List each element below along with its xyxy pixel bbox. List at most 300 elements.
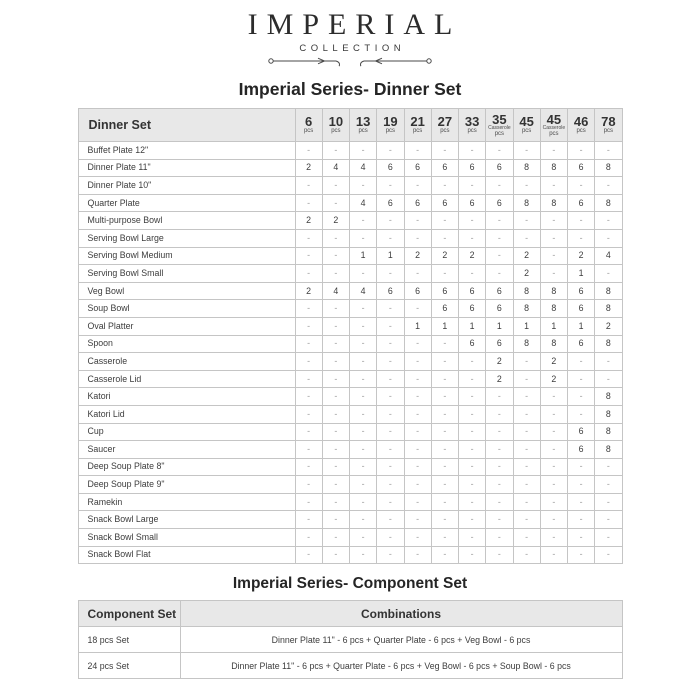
column-count: 10: [328, 114, 344, 129]
row-label: Serving Bowl Small: [78, 265, 295, 283]
table-row: [78, 353, 622, 371]
combinations-header: Combinations: [180, 601, 622, 627]
table-cell: 8: [595, 423, 622, 441]
table-cell: -: [513, 476, 540, 494]
table-cell: -: [486, 229, 513, 247]
table-cell: -: [377, 142, 404, 160]
table-cell: -: [322, 529, 349, 547]
table-cell: -: [486, 423, 513, 441]
table-row: [78, 300, 622, 318]
table-cell: -: [540, 265, 567, 283]
table-cell: -: [322, 300, 349, 318]
dinner-table-body: [78, 142, 622, 564]
row-label: Soup Bowl: [78, 300, 295, 318]
table-cell: 6: [486, 300, 513, 318]
table-cell: 2: [540, 370, 567, 388]
table-cell: -: [513, 511, 540, 529]
table-cell: -: [350, 546, 377, 564]
row-label: Ramekin: [78, 493, 295, 511]
table-cell: 2: [486, 370, 513, 388]
table-cell: 6: [377, 159, 404, 177]
table-cell: -: [404, 335, 431, 353]
table-cell: -: [404, 212, 431, 230]
table-cell: -: [404, 423, 431, 441]
table-cell: 6: [404, 194, 431, 212]
table-cell: -: [459, 212, 486, 230]
table-cell: 2: [568, 247, 595, 265]
component-table-header: [78, 601, 622, 627]
table-cell: -: [404, 511, 431, 529]
table-cell: 2: [459, 247, 486, 265]
table-row: [78, 529, 622, 547]
table-cell: -: [295, 423, 322, 441]
table-cell: 2: [295, 212, 322, 230]
column-count: 45: [546, 111, 562, 127]
table-cell: -: [486, 247, 513, 265]
table-cell: 6: [431, 194, 458, 212]
table-cell: -: [540, 546, 567, 564]
table-cell: -: [568, 212, 595, 230]
row-label: Cup: [78, 423, 295, 441]
row-label: Katori: [78, 388, 295, 406]
table-row: [78, 511, 622, 529]
brand-subtitle: COLLECTION: [299, 43, 406, 54]
table-cell: -: [459, 511, 486, 529]
table-cell: 2: [295, 282, 322, 300]
table-row: [78, 546, 622, 564]
table-cell: -: [404, 300, 431, 318]
table-cell: 1: [431, 317, 458, 335]
table-cell: -: [513, 493, 540, 511]
table-cell: 6: [377, 194, 404, 212]
table-cell: -: [431, 476, 458, 494]
table-cell: -: [513, 423, 540, 441]
column-header: [540, 109, 567, 142]
table-cell: -: [431, 546, 458, 564]
table-cell: -: [513, 142, 540, 160]
row-label: Deep Soup Plate 8": [78, 458, 295, 476]
table-cell: -: [404, 476, 431, 494]
table-cell: -: [568, 370, 595, 388]
table-cell: -: [595, 212, 622, 230]
row-label: Veg Bowl: [78, 282, 295, 300]
table-cell: -: [513, 458, 540, 476]
table-cell: 8: [540, 159, 567, 177]
table-cell: -: [513, 212, 540, 230]
table-cell: -: [431, 423, 458, 441]
table-cell: -: [295, 405, 322, 423]
table-cell: -: [350, 441, 377, 459]
table-cell: -: [513, 177, 540, 195]
table-cell: -: [540, 405, 567, 423]
table-cell: -: [459, 441, 486, 459]
table-cell: -: [404, 388, 431, 406]
column-header: [322, 109, 349, 142]
table-cell: -: [295, 317, 322, 335]
table-cell: -: [568, 511, 595, 529]
table-cell: -: [350, 493, 377, 511]
table-cell: 4: [322, 159, 349, 177]
table-cell: -: [322, 388, 349, 406]
row-label: Spoon: [78, 335, 295, 353]
table-cell: 6: [568, 282, 595, 300]
dinner-table-header: [78, 109, 622, 142]
table-cell: -: [404, 458, 431, 476]
column-header: [377, 109, 404, 142]
table-cell: -: [459, 353, 486, 371]
table-cell: 6: [568, 335, 595, 353]
table-cell: 8: [595, 300, 622, 318]
table-cell: -: [322, 423, 349, 441]
table-cell: -: [295, 388, 322, 406]
table-cell: -: [322, 493, 349, 511]
table-cell: -: [431, 529, 458, 547]
table-cell: -: [350, 353, 377, 371]
table-cell: -: [322, 353, 349, 371]
table-cell: -: [350, 335, 377, 353]
table-cell: -: [404, 546, 431, 564]
table-cell: -: [595, 229, 622, 247]
table-cell: 8: [540, 300, 567, 318]
table-cell: 2: [513, 247, 540, 265]
column-unit: pcs: [549, 130, 559, 137]
table-cell: -: [295, 493, 322, 511]
row-label: Casserole: [78, 353, 295, 371]
table-cell: 1: [377, 247, 404, 265]
combination-value: Dinner Plate 11" - 6 pcs + Quarter Plate - 6 pcs + Veg Bowl - 6 pcs + Soup Bowl - 6 pcs: [180, 653, 622, 679]
table-cell: -: [431, 493, 458, 511]
column-count: 46: [573, 114, 589, 129]
table-cell: -: [486, 476, 513, 494]
table-cell: -: [595, 529, 622, 547]
column-unit: pcs: [467, 128, 477, 134]
table-cell: -: [595, 353, 622, 371]
table-cell: -: [486, 441, 513, 459]
column-count: 78: [601, 114, 616, 129]
table-cell: -: [486, 177, 513, 195]
table-cell: -: [322, 546, 349, 564]
table-cell: -: [350, 370, 377, 388]
table-cell: 2: [431, 247, 458, 265]
row-label: Saucer: [78, 441, 295, 459]
table-cell: -: [431, 353, 458, 371]
table-cell: -: [459, 476, 486, 494]
table-cell: 4: [595, 247, 622, 265]
table-row: [78, 423, 622, 441]
table-cell: -: [350, 511, 377, 529]
table-cell: -: [431, 370, 458, 388]
row-label: Deep Soup Plate 9": [78, 476, 295, 494]
table-cell: -: [540, 142, 567, 160]
table-cell: -: [459, 405, 486, 423]
table-cell: 6: [431, 282, 458, 300]
table-cell: 6: [404, 159, 431, 177]
table-cell: 6: [568, 159, 595, 177]
table-cell: -: [486, 405, 513, 423]
table-cell: 6: [459, 194, 486, 212]
table-cell: -: [568, 458, 595, 476]
table-cell: -: [568, 142, 595, 160]
table-row: [78, 142, 622, 160]
table-row: [78, 265, 622, 283]
table-cell: -: [404, 529, 431, 547]
column-unit: pcs: [412, 128, 423, 134]
column-header: [568, 109, 595, 142]
table-row: [78, 229, 622, 247]
table-cell: -: [322, 229, 349, 247]
table-cell: 6: [459, 282, 486, 300]
table-cell: -: [513, 546, 540, 564]
table-row: [78, 388, 622, 406]
table-cell: -: [322, 441, 349, 459]
table-cell: 8: [595, 159, 622, 177]
table-cell: -: [595, 265, 622, 283]
table-cell: 4: [322, 282, 349, 300]
table-cell: -: [459, 265, 486, 283]
brand-name: IMPERIAL: [247, 8, 462, 41]
table-cell: -: [322, 405, 349, 423]
table-row: [78, 317, 622, 335]
table-cell: 2: [513, 265, 540, 283]
table-cell: -: [540, 247, 567, 265]
table-cell: -: [568, 493, 595, 511]
column-header: [404, 109, 431, 142]
column-count: 33: [464, 114, 480, 129]
table-cell: -: [513, 370, 540, 388]
column-count: 45: [519, 114, 534, 129]
column-header: [431, 109, 458, 142]
column-header: [459, 109, 486, 142]
table-cell: 8: [595, 335, 622, 353]
column-count: 6: [305, 114, 313, 129]
table-cell: -: [459, 529, 486, 547]
table-cell: -: [595, 458, 622, 476]
table-cell: -: [568, 177, 595, 195]
table-cell: -: [377, 405, 404, 423]
table-cell: -: [431, 511, 458, 529]
table-cell: 1: [540, 317, 567, 335]
table-cell: -: [295, 370, 322, 388]
table-cell: -: [540, 458, 567, 476]
table-cell: -: [486, 546, 513, 564]
table-cell: -: [431, 388, 458, 406]
column-count: 21: [410, 114, 425, 129]
table-cell: 1: [459, 317, 486, 335]
column-unit: pcs: [440, 128, 450, 134]
table-cell: -: [513, 353, 540, 371]
table-cell: -: [431, 441, 458, 459]
table-cell: 6: [486, 335, 513, 353]
table-cell: -: [322, 247, 349, 265]
table-cell: 8: [595, 282, 622, 300]
table-cell: -: [459, 493, 486, 511]
table-cell: -: [459, 370, 486, 388]
table-cell: -: [350, 317, 377, 335]
table-cell: -: [322, 317, 349, 335]
table-cell: 1: [568, 265, 595, 283]
table-cell: -: [595, 493, 622, 511]
table-cell: -: [295, 247, 322, 265]
table-cell: -: [322, 458, 349, 476]
table-cell: 4: [350, 194, 377, 212]
table-cell: 6: [459, 159, 486, 177]
table-row: [78, 405, 622, 423]
row-label: Casserole Lid: [78, 370, 295, 388]
row-label: Multi-purpose Bowl: [78, 212, 295, 230]
table-row: [78, 627, 622, 653]
row-label: Serving Bowl Medium: [78, 247, 295, 265]
table-row: [78, 441, 622, 459]
table-cell: -: [377, 458, 404, 476]
component-set-section-title: Imperial Series- Component Set: [232, 575, 468, 593]
column-header: [350, 109, 377, 142]
table-cell: 8: [540, 194, 567, 212]
table-cell: -: [350, 476, 377, 494]
table-cell: -: [377, 335, 404, 353]
row-label: Katori Lid: [78, 405, 295, 423]
table-cell: -: [595, 142, 622, 160]
table-cell: -: [350, 265, 377, 283]
table-row: [78, 177, 622, 195]
table-cell: 8: [513, 159, 540, 177]
table-cell: -: [322, 177, 349, 195]
column-unit: pcs: [385, 128, 396, 134]
table-cell: -: [540, 177, 567, 195]
table-cell: -: [322, 511, 349, 529]
column-unit: pcs: [358, 128, 368, 134]
table-cell: -: [513, 229, 540, 247]
table-cell: -: [540, 493, 567, 511]
table-cell: 6: [431, 159, 458, 177]
table-cell: -: [350, 529, 377, 547]
table-cell: -: [322, 194, 349, 212]
table-cell: -: [568, 353, 595, 371]
table-cell: -: [295, 458, 322, 476]
table-cell: -: [540, 476, 567, 494]
table-cell: -: [431, 458, 458, 476]
table-cell: -: [377, 353, 404, 371]
table-cell: -: [486, 265, 513, 283]
table-cell: -: [486, 511, 513, 529]
logo-flourish-ornament: [267, 55, 433, 68]
table-cell: 8: [513, 282, 540, 300]
table-cell: 6: [568, 300, 595, 318]
table-cell: 6: [459, 300, 486, 318]
table-cell: -: [595, 177, 622, 195]
column-count: 35: [492, 111, 507, 127]
table-row: [78, 247, 622, 265]
table-cell: -: [459, 458, 486, 476]
table-cell: -: [350, 458, 377, 476]
table-cell: 8: [513, 300, 540, 318]
component-set-label: 18 pcs Set: [78, 627, 180, 653]
table-cell: -: [459, 423, 486, 441]
table-cell: 2: [322, 212, 349, 230]
table-cell: 1: [404, 317, 431, 335]
table-cell: -: [295, 353, 322, 371]
table-cell: -: [377, 177, 404, 195]
row-label: Oval Platter: [78, 317, 295, 335]
table-cell: -: [513, 388, 540, 406]
component-set-label: 24 pcs Set: [78, 653, 180, 679]
table-cell: -: [377, 317, 404, 335]
column-unit: pcs: [576, 128, 586, 134]
table-cell: 8: [595, 388, 622, 406]
table-cell: 2: [595, 317, 622, 335]
table-cell: -: [568, 388, 595, 406]
table-cell: -: [377, 370, 404, 388]
table-cell: -: [295, 194, 322, 212]
table-cell: -: [322, 265, 349, 283]
brand-logo: [0, 0, 700, 68]
table-cell: -: [540, 388, 567, 406]
table-cell: -: [350, 229, 377, 247]
table-cell: -: [295, 441, 322, 459]
table-cell: -: [295, 177, 322, 195]
table-cell: -: [350, 405, 377, 423]
table-cell: -: [350, 300, 377, 318]
table-cell: 6: [459, 335, 486, 353]
column-note: Casserole: [542, 124, 566, 131]
table-cell: 6: [486, 159, 513, 177]
table-cell: 4: [350, 282, 377, 300]
column-unit: pcs: [603, 128, 614, 134]
table-cell: 6: [568, 194, 595, 212]
column-count: 27: [437, 114, 453, 129]
table-cell: -: [459, 142, 486, 160]
table-cell: -: [377, 265, 404, 283]
table-cell: -: [377, 493, 404, 511]
table-cell: -: [595, 370, 622, 388]
table-cell: -: [404, 229, 431, 247]
table-cell: -: [350, 423, 377, 441]
component-set-header: Component Set: [78, 601, 180, 627]
table-cell: 1: [486, 317, 513, 335]
table-row: [78, 493, 622, 511]
table-cell: -: [377, 529, 404, 547]
column-unit: pcs: [494, 130, 505, 137]
table-cell: -: [350, 177, 377, 195]
table-cell: -: [568, 476, 595, 494]
table-cell: -: [322, 142, 349, 160]
table-cell: -: [540, 529, 567, 547]
table-cell: 8: [513, 194, 540, 212]
table-cell: 6: [568, 441, 595, 459]
table-cell: -: [377, 441, 404, 459]
table-cell: -: [295, 476, 322, 494]
dinner-table-header-row: [78, 109, 622, 142]
table-cell: -: [431, 142, 458, 160]
table-row: [78, 159, 622, 177]
row-label: Serving Bowl Large: [78, 229, 295, 247]
table-row: [78, 458, 622, 476]
table-cell: -: [322, 335, 349, 353]
column-count: 13: [355, 114, 371, 129]
table-cell: -: [404, 493, 431, 511]
table-cell: 2: [486, 353, 513, 371]
table-cell: 1: [568, 317, 595, 335]
row-label: Snack Bowl Flat: [78, 546, 295, 564]
column-count: 19: [383, 114, 398, 129]
table-cell: -: [404, 265, 431, 283]
table-row: [78, 212, 622, 230]
table-cell: -: [295, 265, 322, 283]
table-cell: -: [486, 458, 513, 476]
table-cell: -: [377, 388, 404, 406]
table-cell: -: [513, 441, 540, 459]
row-label: Snack Bowl Small: [78, 529, 295, 547]
table-cell: -: [377, 423, 404, 441]
